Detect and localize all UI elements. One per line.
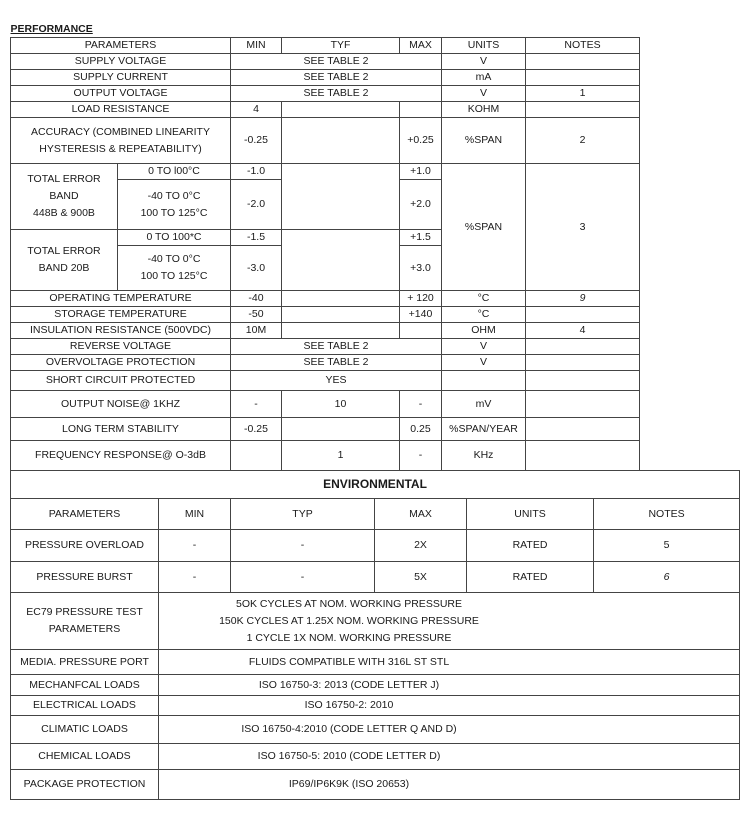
row-units: %SPAN/YEAR xyxy=(442,418,526,441)
row-units: RATED xyxy=(467,562,594,593)
row-min: -2.0 xyxy=(231,180,282,230)
total-error-a-label xyxy=(11,164,118,230)
row-notes xyxy=(526,339,640,355)
performance-table xyxy=(10,22,640,471)
row-units: KHz xyxy=(442,441,526,471)
range xyxy=(118,180,231,230)
row-max: +140 xyxy=(400,307,442,323)
row-units: V xyxy=(442,339,526,355)
row-notes xyxy=(526,102,640,118)
row-min: -40 xyxy=(231,291,282,307)
row-param: CHEMICAL LOADS xyxy=(11,744,159,770)
ec79-line: EC79 PRESSURE TEST xyxy=(26,606,143,618)
table-row xyxy=(11,696,740,716)
row-param xyxy=(11,118,231,164)
row-param: LOAD RESISTANCE xyxy=(11,102,231,118)
row-units: RATED xyxy=(467,530,594,562)
row-units xyxy=(442,371,526,391)
ec79-value-line: 1 CYCLE 1X NOM. WORKING PRESSURE xyxy=(246,631,452,644)
row-min: 10M xyxy=(231,323,282,339)
row-value xyxy=(159,744,740,770)
header-typ: TYP xyxy=(231,499,375,530)
ec79-value-line: 5OK CYCLES AT NOM. WORKING PRESSURE xyxy=(236,597,462,610)
row-typ xyxy=(282,418,400,441)
table-row xyxy=(11,650,740,675)
row-notes xyxy=(526,307,640,323)
row-value xyxy=(159,696,740,716)
row-min: - xyxy=(231,391,282,418)
row-value xyxy=(159,593,740,650)
row-param: FREQUENCY RESPONSE@ O-3dB xyxy=(11,441,231,471)
table-row xyxy=(11,371,640,391)
row-max: - xyxy=(400,391,442,418)
row-value xyxy=(159,770,740,800)
row-units: mA xyxy=(442,70,526,86)
row-units: V xyxy=(442,355,526,371)
range-line: -40 TO 0°C xyxy=(147,189,201,202)
row-min: - xyxy=(159,530,231,562)
table-row xyxy=(11,323,640,339)
row-max: +1.0 xyxy=(400,164,442,180)
row-param: PRESSURE BURST xyxy=(11,562,159,593)
row-value xyxy=(159,716,740,744)
row-param xyxy=(11,593,159,650)
range-line: 100 TO 125°C xyxy=(140,270,208,282)
table-row xyxy=(11,441,640,471)
row-typ: 10 xyxy=(282,391,400,418)
row-value: SEE TABLE 2 xyxy=(231,339,442,355)
row-units: mV xyxy=(442,391,526,418)
ec79-line: PARAMETERS xyxy=(48,623,121,635)
row-notes: 1 xyxy=(526,86,640,102)
row-value: SEE TABLE 2 xyxy=(231,86,442,102)
row-units: KOHM xyxy=(442,102,526,118)
row-notes: 3 xyxy=(526,164,640,291)
table-header-row xyxy=(11,38,640,54)
row-typ xyxy=(282,323,400,339)
row-notes xyxy=(526,418,640,441)
row-value xyxy=(159,675,740,696)
table-row xyxy=(11,54,640,70)
row-units: OHM xyxy=(442,323,526,339)
label-line: 448B & 900B xyxy=(33,207,95,219)
header-notes: NOTES xyxy=(594,499,740,530)
header-parameters: PARAMETERS xyxy=(11,38,231,54)
row-notes: 9 xyxy=(526,291,640,307)
row-max xyxy=(400,323,442,339)
row-notes: 5 xyxy=(594,530,740,562)
row-param: OUTPUT VOLTAGE xyxy=(11,86,231,102)
row-param: SUPPLY VOLTAGE xyxy=(11,54,231,70)
row-notes xyxy=(526,355,640,371)
row-typ xyxy=(282,307,400,323)
row-notes xyxy=(526,54,640,70)
row-param: SHORT CIRCUIT PROTECTED xyxy=(11,371,231,391)
row-param: INSULATION RESISTANCE (500VDC) xyxy=(11,323,231,339)
row-typ: - xyxy=(231,530,375,562)
row-typ xyxy=(282,291,400,307)
row-units: %SPAN xyxy=(442,164,526,291)
row-units: °C xyxy=(442,291,526,307)
accuracy-line1: ACCURACY (COMBINED LINEARITY xyxy=(31,125,210,138)
row-param: SUPPLY CURRENT xyxy=(11,70,231,86)
row-param: REVERSE VOLTAGE xyxy=(11,339,231,355)
table-row xyxy=(11,339,640,355)
row-max: +1.5 xyxy=(400,230,442,246)
row-typ: - xyxy=(231,562,375,593)
row-min xyxy=(231,441,282,471)
accuracy-line2: HYSTERESIS & REPEATABILITY) xyxy=(39,142,202,155)
row-notes: 2 xyxy=(526,118,640,164)
ec79-value-line: 150K CYCLES AT 1.25X NOM. WORKING PRESSURE xyxy=(219,614,479,627)
spec-sheet xyxy=(10,22,685,800)
row-units: %SPAN xyxy=(442,118,526,164)
row-value-text: ISO 16750-3: 2013 (CODE LETTER J) xyxy=(258,678,440,691)
row-param: CLIMATIC LOADS xyxy=(11,716,159,744)
row-notes xyxy=(526,441,640,471)
row-typ xyxy=(282,230,400,291)
row-typ xyxy=(282,102,400,118)
label-line: TOTAL ERROR xyxy=(27,173,101,185)
row-param: STORAGE TEMPERATURE xyxy=(11,307,231,323)
row-param: OVERVOLTAGE PROTECTION xyxy=(11,355,231,371)
row-units: °C xyxy=(442,307,526,323)
environmental-title: ENVIRONMENTAL xyxy=(11,471,740,499)
table-header-row xyxy=(11,499,740,530)
label-line: BAND 20B xyxy=(38,262,90,274)
table-row xyxy=(11,86,640,102)
row-notes xyxy=(526,391,640,418)
row-value: YES xyxy=(231,371,442,391)
row-param: OPERATING TEMPERATURE xyxy=(11,291,231,307)
row-typ xyxy=(282,118,400,164)
row-max: 5X xyxy=(375,562,467,593)
row-value-text: FLUIDS COMPATIBLE WITH 316L ST STL xyxy=(248,655,450,668)
table-row xyxy=(11,391,640,418)
range-line: 100 TO 125°C xyxy=(140,206,208,219)
label-line: BAND xyxy=(49,190,79,202)
row-value: SEE TABLE 2 xyxy=(231,70,442,86)
row-param: MECHANFCAL LOADS xyxy=(11,675,159,696)
row-value-text: ISO 16750-4:2010 (CODE LETTER Q AND D) xyxy=(241,723,457,735)
table-row xyxy=(11,307,640,323)
row-max: 2X xyxy=(375,530,467,562)
label-line: TOTAL ERROR xyxy=(27,245,101,257)
row-min: -3.0 xyxy=(231,246,282,291)
table-row xyxy=(11,70,640,86)
row-min: -0.25 xyxy=(231,118,282,164)
row-max: - xyxy=(400,441,442,471)
table-row xyxy=(11,164,640,180)
table-row xyxy=(11,675,740,696)
row-max: +2.0 xyxy=(400,180,442,230)
header-units: UNITS xyxy=(442,38,526,54)
row-min: -50 xyxy=(231,307,282,323)
table-row xyxy=(11,291,640,307)
table-row xyxy=(11,418,640,441)
row-value: SEE TABLE 2 xyxy=(231,355,442,371)
row-min: -1.5 xyxy=(231,230,282,246)
table-row xyxy=(11,744,740,770)
row-max: + 120 xyxy=(400,291,442,307)
environmental-table xyxy=(10,470,740,800)
row-param: MEDIA. PRESSURE PORT xyxy=(11,650,159,675)
row-units: V xyxy=(442,54,526,70)
header-typ: TYF xyxy=(282,38,400,54)
row-notes: 6 xyxy=(594,562,740,593)
table-row xyxy=(11,530,740,562)
row-notes: 4 xyxy=(526,323,640,339)
row-notes xyxy=(526,371,640,391)
row-min: -0.25 xyxy=(231,418,282,441)
row-param: PACKAGE PROTECTION xyxy=(11,770,159,800)
header-max: MAX xyxy=(375,499,467,530)
row-param: ELECTRICAL LOADS xyxy=(11,696,159,716)
row-param: OUTPUT NOISE@ 1KHZ xyxy=(11,391,231,418)
row-min: 4 xyxy=(231,102,282,118)
table-row xyxy=(11,102,640,118)
row-value-text: ISO 16750-5: 2010 (CODE LETTER D) xyxy=(257,750,441,762)
row-max: +3.0 xyxy=(400,246,442,291)
row-value: SEE TABLE 2 xyxy=(231,54,442,70)
row-max xyxy=(400,102,442,118)
table-row xyxy=(11,118,640,164)
range: 0 TO l00°C xyxy=(118,164,231,180)
row-value-text: IP69/IP6K9K (ISO 20653) xyxy=(288,778,410,790)
table-row xyxy=(11,355,640,371)
range: 0 TO 100*C xyxy=(118,230,231,246)
row-max: 0.25 xyxy=(400,418,442,441)
range xyxy=(118,246,231,291)
header-min: MIN xyxy=(231,38,282,54)
row-typ: 1 xyxy=(282,441,400,471)
row-units: V xyxy=(442,86,526,102)
table-row xyxy=(11,593,740,650)
range-line: -40 TO 0°C xyxy=(147,253,201,265)
row-typ xyxy=(282,164,400,230)
header-parameters: PARAMETERS xyxy=(11,499,159,530)
header-notes: NOTES xyxy=(526,38,640,54)
performance-title: PERFORMANCE xyxy=(11,22,640,38)
row-max: +0.25 xyxy=(400,118,442,164)
row-param: LONG TERM STABILITY xyxy=(11,418,231,441)
row-param: PRESSURE OVERLOAD xyxy=(11,530,159,562)
header-max: MAX xyxy=(400,38,442,54)
total-error-b-label xyxy=(11,230,118,291)
table-row xyxy=(11,562,740,593)
header-units: UNITS xyxy=(467,499,594,530)
row-min: -1.0 xyxy=(231,164,282,180)
header-min: MIN xyxy=(159,499,231,530)
row-value xyxy=(159,650,740,675)
table-row xyxy=(11,770,740,800)
row-notes xyxy=(526,70,640,86)
table-row xyxy=(11,716,740,744)
row-min: - xyxy=(159,562,231,593)
row-value-text: ISO 16750-2: 2010 xyxy=(304,699,394,711)
